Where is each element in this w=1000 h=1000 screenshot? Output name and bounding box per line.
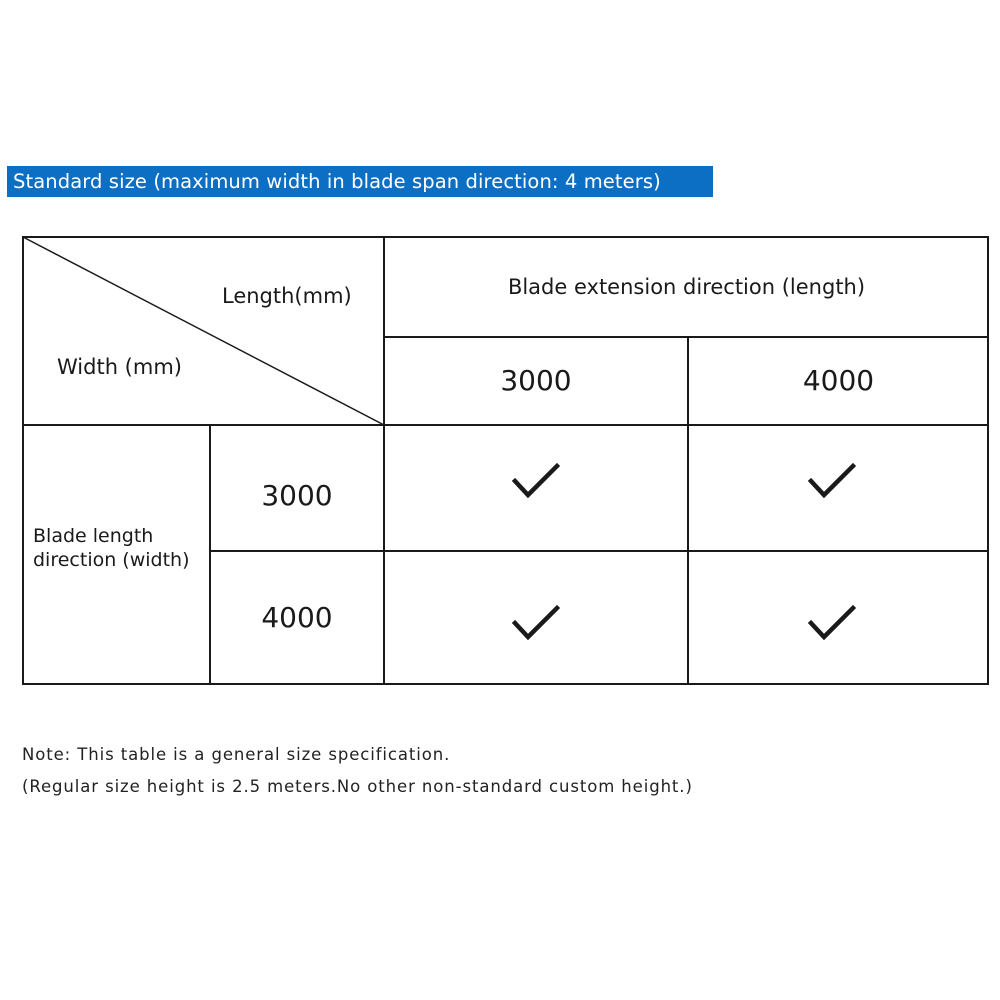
- note-line-1: Note: This table is a general size specification.: [22, 745, 451, 764]
- column-header-4000: 4000: [802, 364, 875, 397]
- row-group-header: Blade length direction (width): [33, 525, 190, 571]
- column-header-3000: 3000: [500, 364, 572, 397]
- corner-width-label: Width (mm): [57, 355, 182, 379]
- check-icon: [512, 603, 560, 643]
- check-icon: [808, 603, 856, 643]
- column-group-header: Blade extension direction (length): [507, 275, 866, 299]
- size-specification-table: [22, 236, 989, 685]
- check-icon: [808, 461, 856, 501]
- check-icon: [512, 461, 560, 501]
- corner-length-label: Length(mm): [222, 284, 352, 308]
- row-header-3000: 3000: [261, 479, 333, 512]
- row-header-4000: 4000: [261, 601, 333, 634]
- note-line-2: (Regular size height is 2.5 meters.No other non-standard custom height.): [22, 777, 693, 796]
- corner-diagonal: [23, 237, 384, 425]
- section-title-banner: Standard size (maximum width in blade span direction: 4 meters): [7, 166, 713, 197]
